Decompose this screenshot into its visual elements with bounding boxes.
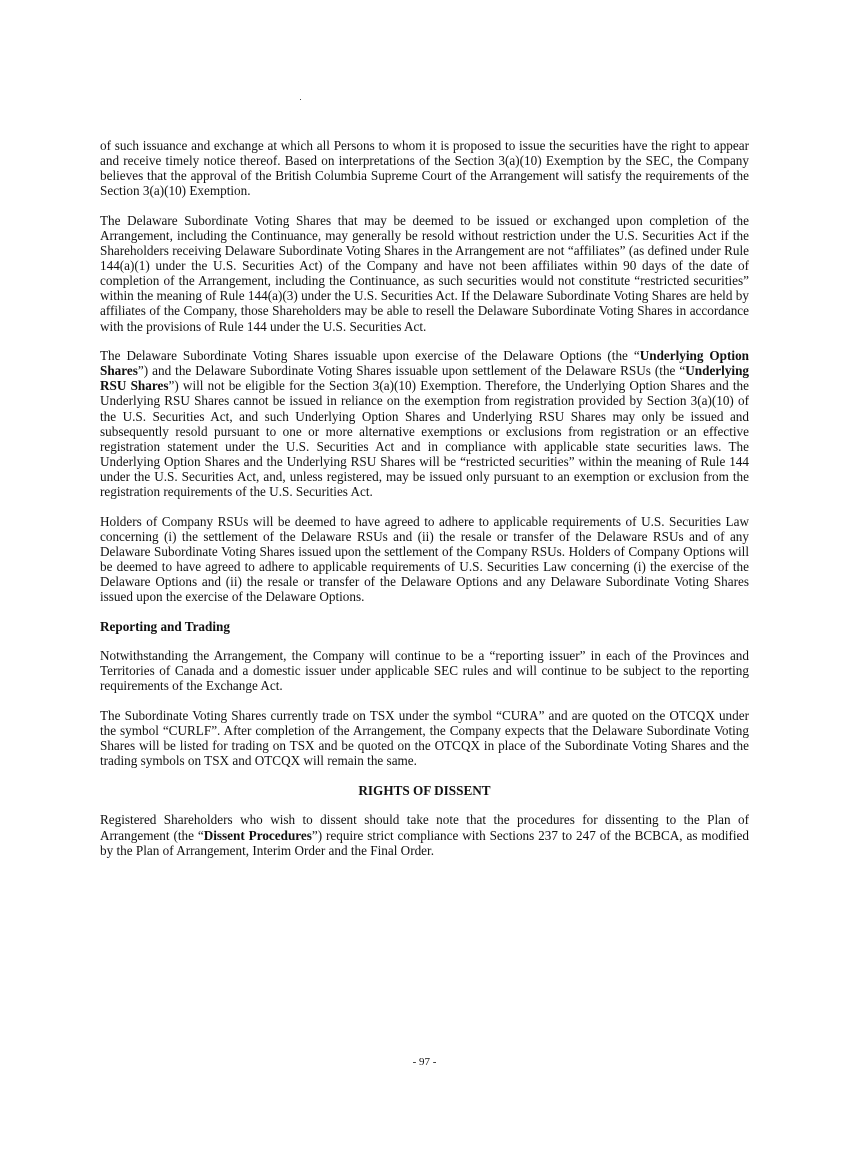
text-segment: Registered Shareholders who wish to dissent should take note that the procedures for dissenting to the Plan of Arrangement (the “ xyxy=(100,812,749,843)
stray-mark xyxy=(300,99,301,100)
paragraph-holders-rsus-options: Holders of Company RSUs will be deemed to have agreed to adhere to applicable requirements of U.S. Securities Law concerning (i) the settlement of the Delaware RSUs and (ii) the resale or transfer of the Delaware RSUs and of any Delaware Subordinate Voting Shares issued upon the settlement of the Company RSUs. Holders of Company Options will be deemed to have agreed to adhere to applicable requirements of U.S. Securities Law concerning (i) the exercise of the Delaware Options and (ii) the resale or transfer of the Delaware Options and any Delaware Subordinate Voting Shares issued upon the exercise of the Delaware Options. xyxy=(100,513,749,605)
paragraph-underlying-shares xyxy=(100,348,749,499)
defined-term-underlying-rsu-shares: Underlying RSU Shares xyxy=(100,363,749,394)
text-segment: ”) will not be eligible for the Section 3(a)(10) Exemption. Therefore, the Underlying Option Shares and the Underlying RSU Shares cannot be issued in reliance on the exemption from registration provided by Section 3(a)(10) of the U.S. Securities Act, and such Underlying Option Shares and Underlying RSU Shares may only be issued and subsequently resold pursuant to one or more alternative exemptions or exclusions from registration or an effective registration statement under the U.S. Securities Act and in compliance with applicable state securities laws. The Underlying Option Shares and the Underlying RSU Shares will be “restricted securities” within the meaning of Rule 144 under the U.S. Securities Act, and, unless registered, may be issued only pursuant to an exemption or exclusion from the registration requirements of the U.S. Securities Act. xyxy=(100,378,749,499)
text-segment: ”) and the Delaware Subordinate Voting Shares issuable upon settlement of the Delaware RSUs (the “ xyxy=(137,363,686,379)
page-body xyxy=(100,138,749,872)
paragraph-dissent-procedures xyxy=(100,812,749,857)
defined-term-dissent-procedures: Dissent Procedures xyxy=(203,827,312,843)
section-heading-rights-of-dissent: RIGHTS OF DISSENT xyxy=(358,782,491,798)
paragraph-trading-symbols: The Subordinate Voting Shares currently trade on TSX under the symbol “CURA” and are quoted on the OTCQX under the symbol “CURLF”. After completion of the Arrangement, the Company expects that the Delaware Subordinate Voting Shares will be listed for trading on TSX and be quoted on the OTCQX in place of the Subordinate Voting Shares and the trading symbols on TSX and OTCQX will remain the same. xyxy=(100,708,749,769)
paragraph-resale-restrictions: The Delaware Subordinate Voting Shares that may be deemed to be issued or exchanged upon completion of the Arrangement, including the Continuance, may generally be resold without restriction under the U.S. Securities Act if the Shareholders receiving Delaware Subordinate Voting Shares in the Arrangement are not “affiliates” (as defined under Rule 144(a)(1) under the U.S. Securities Act) of the Company and have not been affiliates within 90 days of the date of completion of the Arrangement, including the Continuance, as such securities would not constitute “restricted securities” within the meaning of Rule 144(a)(3) under the U.S. Securities Act. If the Delaware Subordinate Voting Shares are held by affiliates of the Company, those Shareholders may be able to resell the Delaware Subordinate Voting Shares in accordance with the provisions of Rule 144 under the U.S. Securities Act. xyxy=(100,212,749,334)
paragraph-section-3a10-approval: of such issuance and exchange at which all Persons to whom it is proposed to issue the securities have the right to appear and receive timely notice thereof. Based on interpretations of the Section 3(a)(10) Exemption by the SEC, the Company believes that the approval of the British Columbia Supreme Court of the Arrangement will satisfy the requirements of the Section 3(a)(10) Exemption. xyxy=(100,138,749,199)
page-number: - 97 - xyxy=(412,1056,437,1068)
defined-term-underlying-option-shares: Underlying Option Shares xyxy=(100,348,749,379)
text-segment: ”) require strict compliance with Sections 237 to 247 of the BCBCA, as modified by the Plan of Arrangement, Interim Order and the Final Order. xyxy=(100,827,749,858)
section-heading-reporting-trading: Reporting and Trading xyxy=(100,618,230,634)
paragraph-reporting-issuer: Notwithstanding the Arrangement, the Company will continue to be a “reporting issuer” in each of the Provinces and Territories of Canada and a domestic issuer under applicable SEC rules and will continue to be subject to the reporting requirements of the Exchange Act. xyxy=(100,648,749,694)
text-segment: The Delaware Subordinate Voting Shares issuable upon exercise of the Delaware Options (the “ xyxy=(100,348,640,364)
